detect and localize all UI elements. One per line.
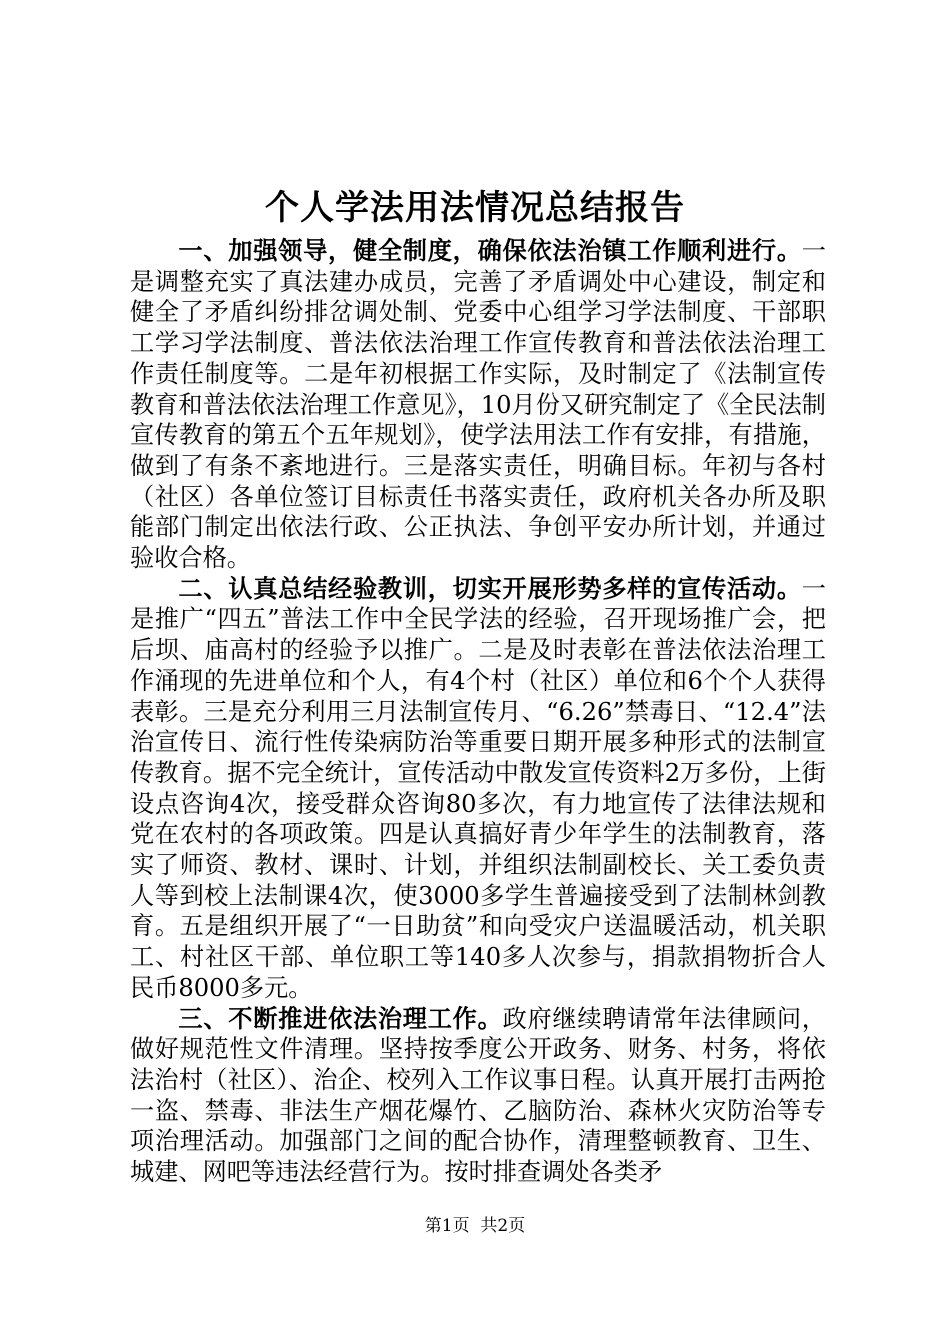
page-footer: 第1页 共2页 [424,1216,526,1236]
section-3-text: 政府继续聘请常年法律顾问，做好规范性文件清理。坚持按季度公开政务、财务、村务，将依法治村（社区）、治企、校列入工作议事日程。认真开展打击两抢一盗、禁毒、非法生产烟花爆竹、乙脑防治、森林火灾防治等专项治理活动。加强部门之间的配合协作，清理整顿教育、卫生、城建、网吧等违法经营行为。按时排查调处各类矛 [130,1004,826,1187]
section-2-heading: 二、认真总结经验教训，切实开展形势多样的宣传活动。 [178,573,802,603]
section-3-paragraph [130,1004,826,1188]
section-1-paragraph [130,236,826,574]
document-body [130,236,826,1188]
document-title: 个人学法用法情况总结报告 [265,188,685,228]
section-3-heading: 三、不断推进依法治理工作。 [178,1003,503,1033]
section-2-text: 一是推广“四五”普法工作中全民学法的经验，召开现场推广会，把后坝、庙高村的经验予以推广。二是及时表彰在普法依法治理工作涌现的先进单位和个人，有4个村（社区）单位和6个个人获得表彰。三是充分利用三月法制宣传月、“6.26”禁毒日、“12.4”法治宣传日、流行性传染病防治等重要日期开展多种形式的法制宣传教育。据不完全统计，宣传活动中散发宣传资料2万多份，上街设点咨询4次，接受群众咨询80多次，有力地宣传了法律法规和党在农村的各项政策。四是认真搞好青少年学生的法制教育，落实了师资、教材、课时、计划，并组织法制副校长、关工委负责人等到校上法制课4次，使3000多学生普遍接受到了法制林剑教育。五是组织开展了“一日助贫”和向受灾户送温暖活动，机关职工、村社区干部、单位职工等140多人次参与，捐款捐物折合人民币8000多元。 [130,574,826,1002]
section-1-text: 一是调整充实了真法建办成员，完善了矛盾调处中心建设，制定和健全了矛盾纠纷排岔调处制、党委中心组学习学法制度、干部职工学习学法制度、普法依法治理工作宣传教育和普法依法治理工作责任制度等。二是年初根据工作实际，及时制定了《法制宣传教育和普法依法治理工作意见》，10月份又研究制定了《全民法制宣传教育的第五个五年规划》，使学法用法工作有安排，有措施，做到了有条不紊地进行。三是落实责任，明确目标。年初与各村（社区）各单位签订目标责任书落实责任，政府机关各办所及职能部门制定出依法行政、公正执法、争创平安办所计划，并通过验收合格。 [130,237,826,573]
section-2-paragraph [130,574,826,1004]
section-1-heading: 一、加强领导，健全制度，确保依法治镇工作顺利进行。 [178,236,802,265]
